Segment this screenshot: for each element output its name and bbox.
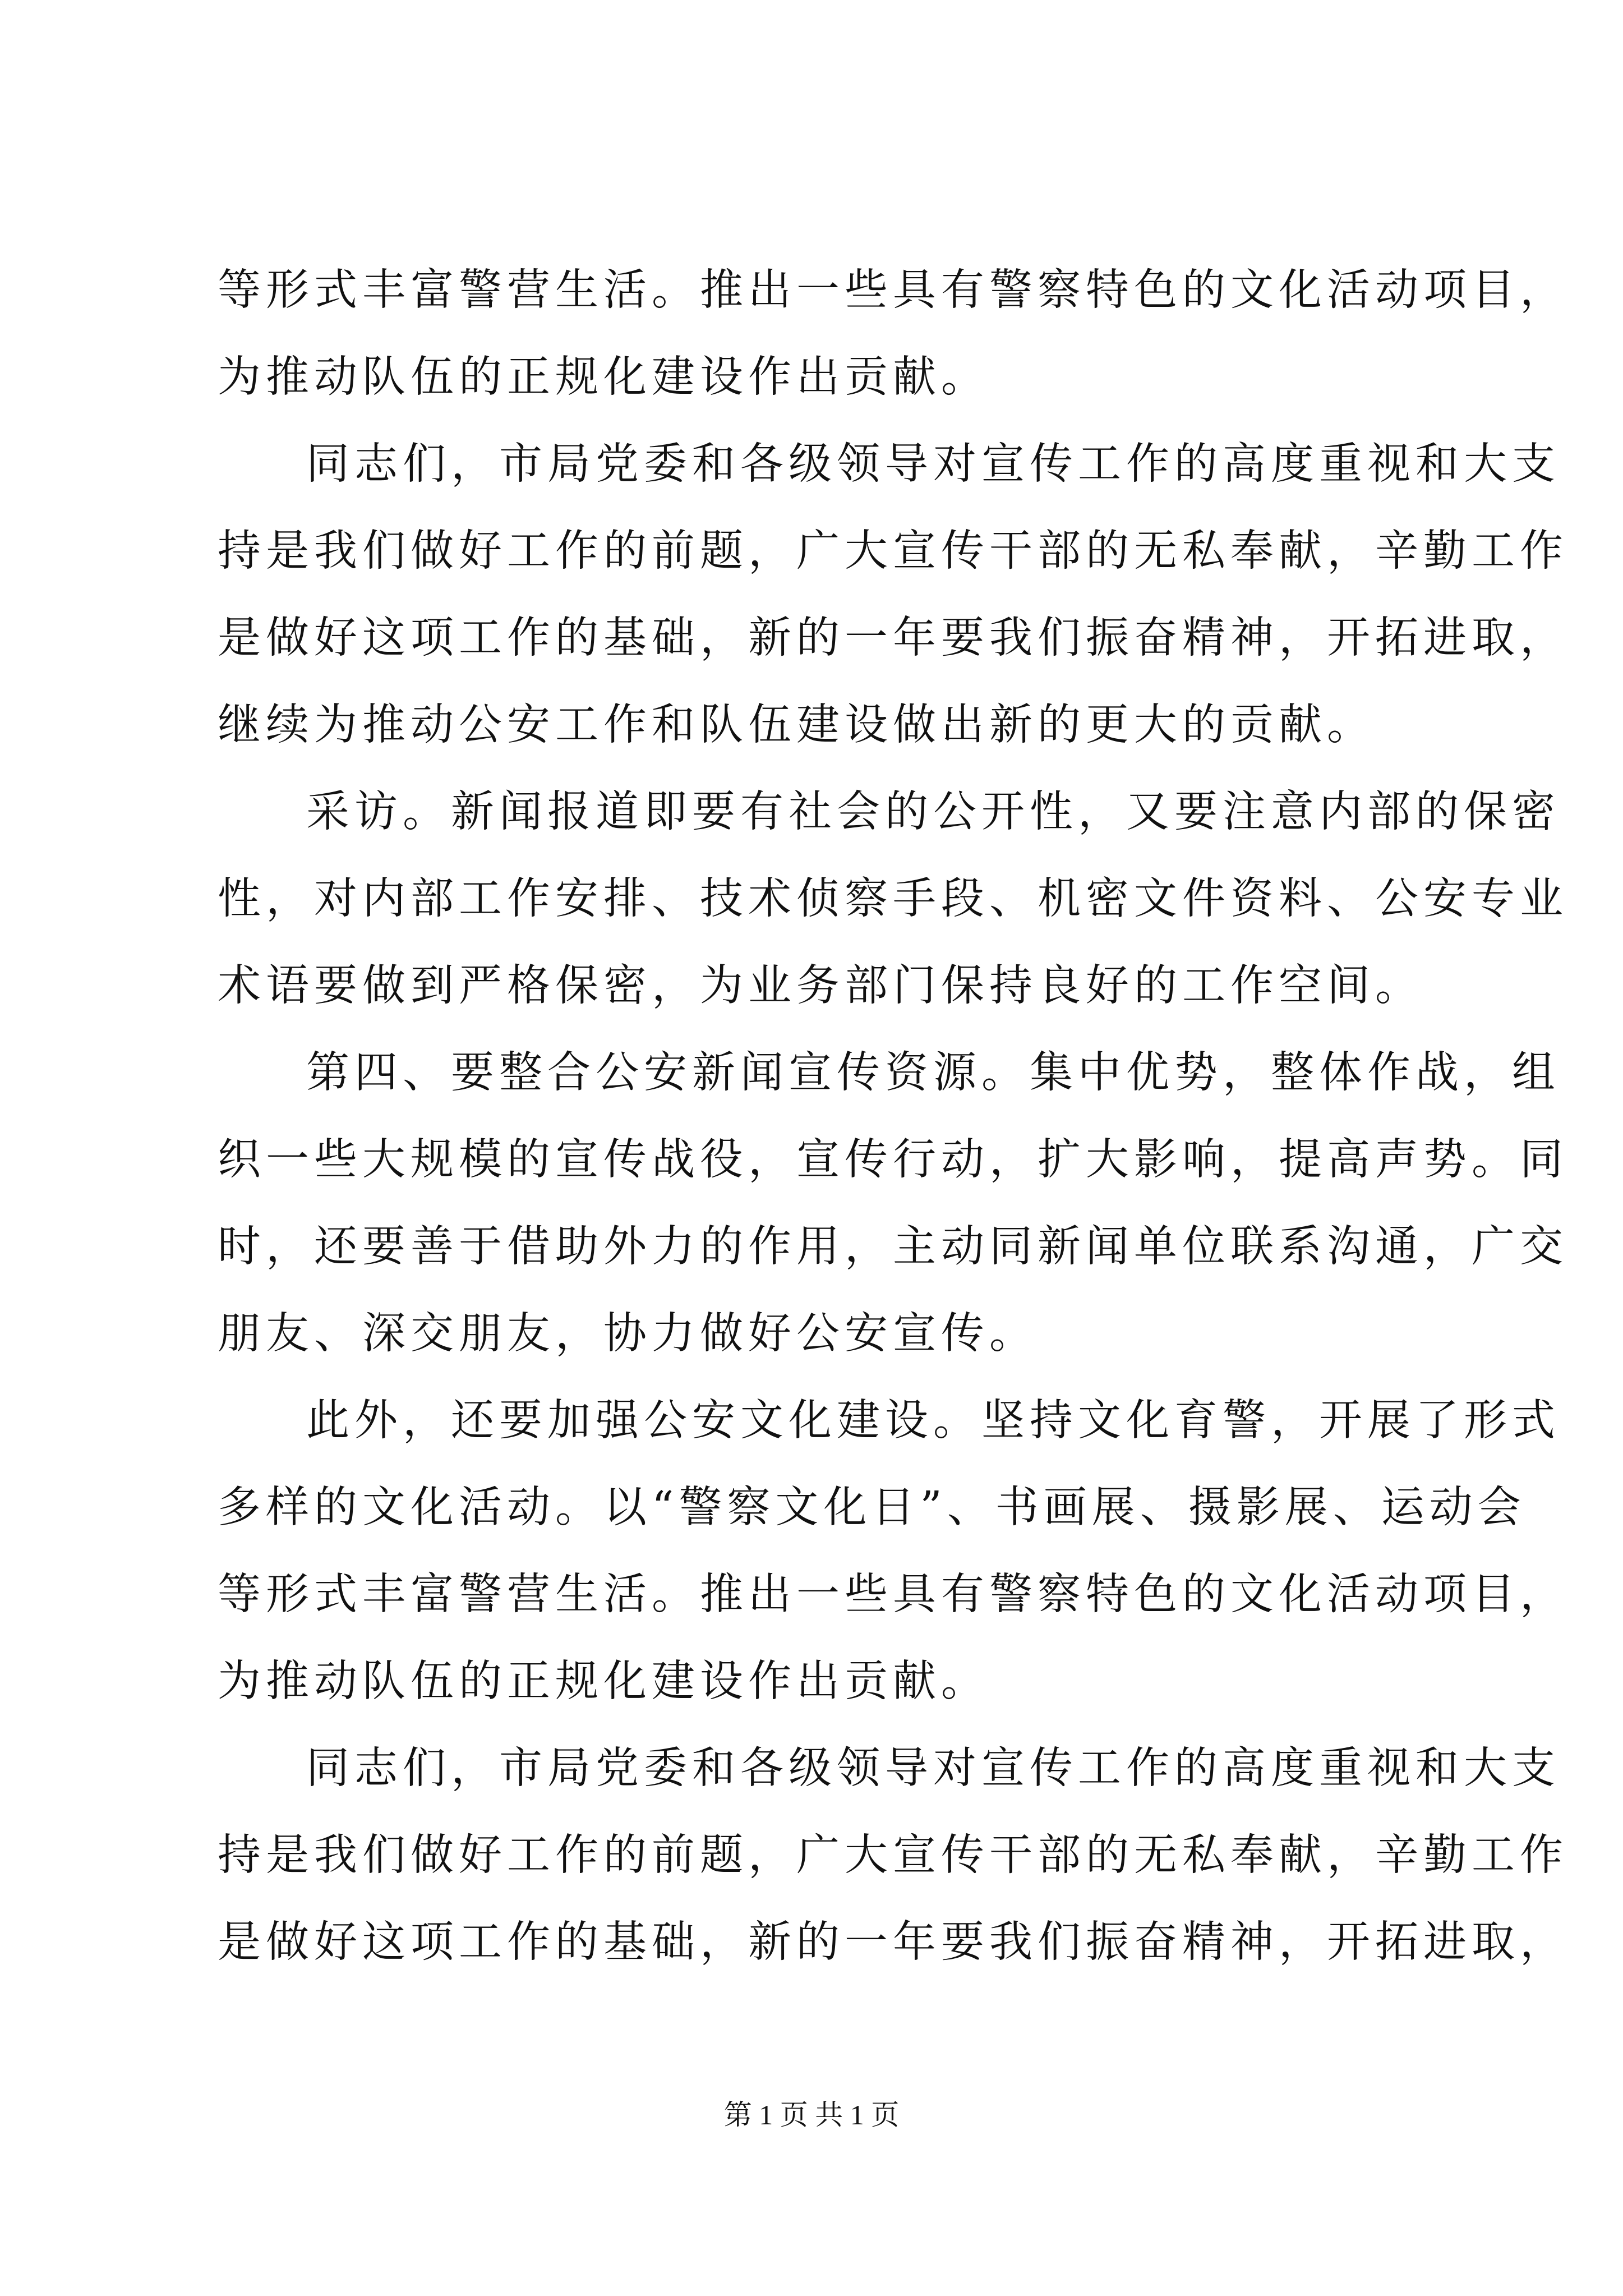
text-line: 此外，还要加强公安文化建设。坚持文化育警，开展了形式 (306, 1396, 1560, 1446)
text-line: 时，还要善于借助外力的作用，主动同新闻单位联系沟通，广交 (218, 1222, 1568, 1272)
text-line: 是做好这项工作的基础，新的一年要我们振奋精神，开拓进取， (218, 613, 1568, 663)
text-line: 为推动队伍的正规化建设作出贡献。 (218, 352, 989, 402)
text-line: 同志们，市局党委和各级领导对宣传工作的高度重视和大支 (306, 439, 1560, 489)
page-number-label: 第 1 页 共 1 页 (723, 2099, 900, 2131)
text-line: 持是我们做好工作的前题，广大宣传干部的无私奉献，辛勤工作 (218, 526, 1568, 576)
text-line: 持是我们做好工作的前题，广大宣传干部的无私奉献，辛勤工作 (218, 1830, 1568, 1880)
text-line: 是做好这项工作的基础，新的一年要我们振奋精神，开拓进取， (218, 1917, 1568, 1967)
text-line: 性，对内部工作安排、技术侦察手段、机密文件资料、公安专业 (218, 874, 1568, 924)
text-line: 同志们，市局党委和各级领导对宣传工作的高度重视和大支 (306, 1743, 1560, 1793)
text-line: 继续为推动公安工作和队伍建设做出新的更大的贡献。 (218, 700, 1375, 750)
text-line: 多样的文化活动。以“警察文化日”、书画展、摄影展、运动会 (218, 1483, 1526, 1533)
text-line: 为推动队伍的正规化建设作出贡献。 (218, 1657, 989, 1706)
text-line: 朋友、深交朋友，协力做好公安宣传。 (218, 1309, 1038, 1359)
page-footer (0, 2095, 1623, 2134)
text-line: 第四、要整合公安新闻宣传资源。集中优势，整体作战，组 (306, 1048, 1560, 1098)
text-line: 采访。新闻报道即要有社会的公开性，又要注意内部的保密 (306, 787, 1560, 837)
text-line: 等形式丰富警营生活。推出一些具有警察特色的文化活动项目， (218, 1570, 1568, 1619)
body-text (218, 247, 1568, 1986)
text-line: 织一些大规模的宣传战役，宣传行动，扩大影响，提高声势。同 (218, 1135, 1568, 1185)
text-line: 等形式丰富警营生活。推出一些具有警察特色的文化活动项目， (218, 265, 1568, 315)
text-line: 术语要做到严格保密，为业务部门保持良好的工作空间。 (218, 961, 1423, 1011)
